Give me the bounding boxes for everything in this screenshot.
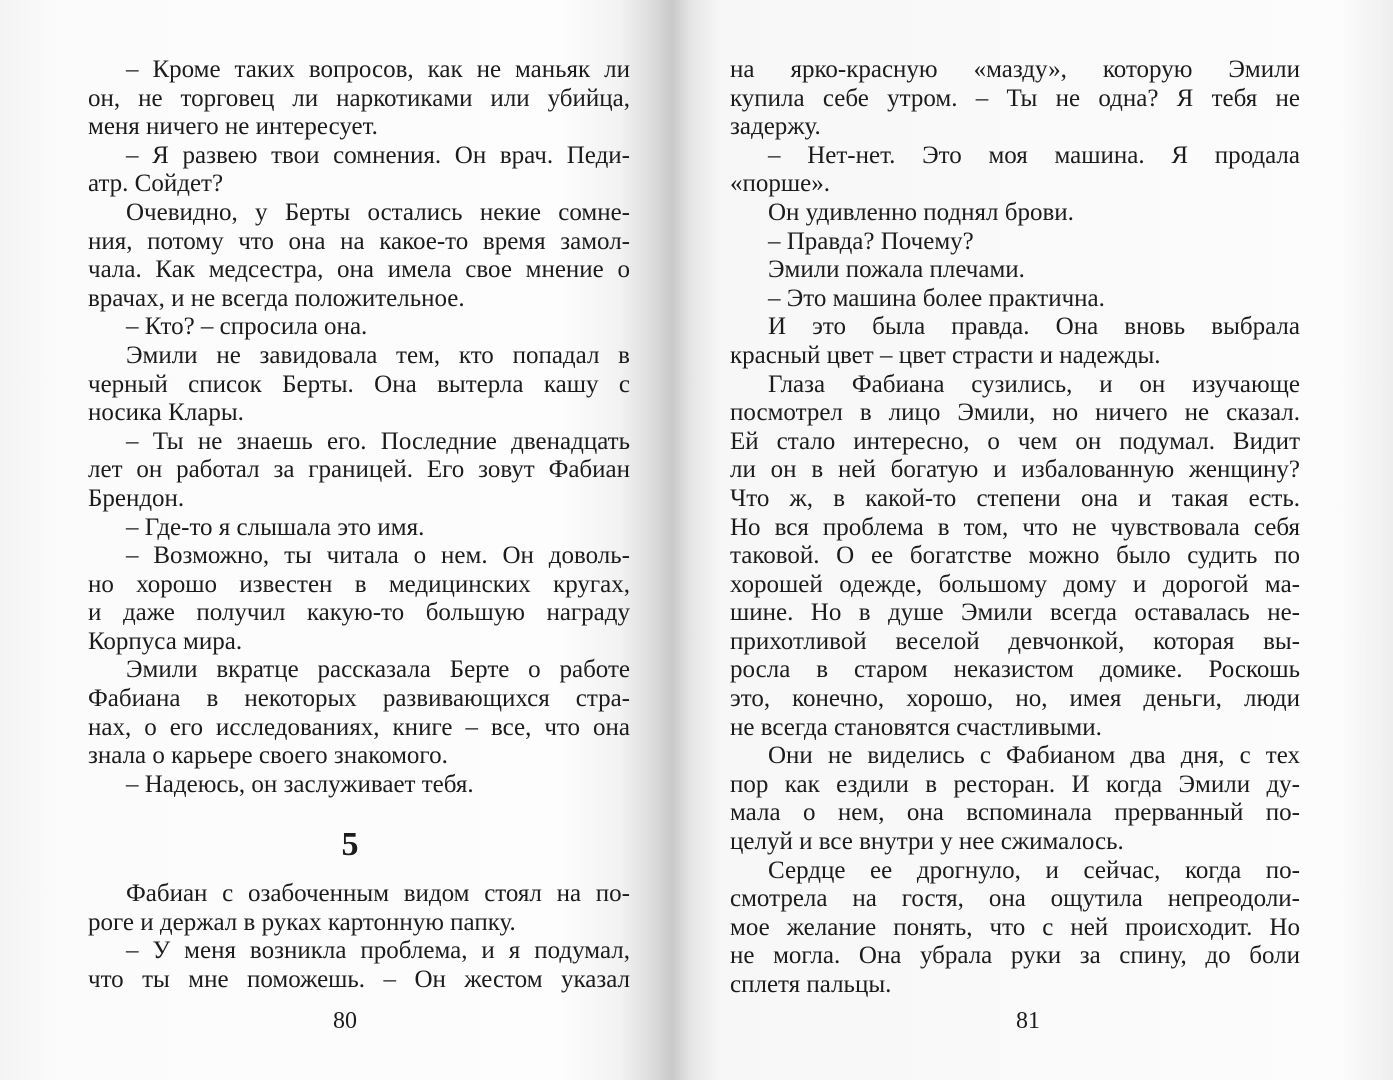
text-line: ния, потому что она на какое-то время замол-: [88, 227, 630, 255]
text-line: росла в старом неказистом домике. Роскошь: [730, 656, 1300, 684]
text-line: это, конечно, хорошо, но, имея деньги, люди: [730, 685, 1300, 713]
text-line: чала. Как медсестра, она имела свое мнение о: [88, 256, 630, 284]
text-line: ли он в ней богатую и избалованную женщину?: [730, 456, 1300, 484]
text-line: мое желание понять, что с ней происходит. Но: [730, 913, 1300, 941]
text-line: Сердце ее дрогнуло, и сейчас, когда по-: [768, 856, 1300, 884]
chapter-heading: 5: [341, 826, 359, 863]
text-line: врачах, и не всегда положительное.: [88, 284, 465, 312]
text-line: пор как ездили в ресторан. И когда Эмили ду-: [730, 770, 1300, 798]
text-line: роге и держал в руках картонную папку.: [88, 908, 516, 936]
text-line: на ярко-красную «мазду», которую Эмили: [730, 56, 1300, 83]
text-line: он, не торговец ли наркотиками или убийца,: [88, 84, 630, 112]
text-line: атр. Сойдет?: [88, 170, 224, 198]
text-line: меня ничего не интересует.: [88, 113, 378, 141]
text-line: Брендон.: [88, 484, 185, 512]
text-line: Фабиан с озабоченным видом стоял на по-: [126, 880, 630, 907]
text-line: смотрела на гостя, она ощутила непреодоли-: [730, 885, 1300, 913]
text-line: – Нет-нет. Это моя машина. Я продала: [768, 141, 1300, 169]
text-line: красный цвет – цвет страсти и надежды.: [730, 341, 1161, 369]
text-line: посмотрел в лицо Эмили, но ничего не сказал.: [730, 399, 1300, 427]
text-line: – Надеюсь, он заслуживает тебя.: [126, 770, 474, 798]
text-line: – Я развею твои сомнения. Он врач. Педи-: [126, 141, 630, 169]
text-line: Эмили вкратце рассказала Берте о работе: [126, 656, 630, 684]
left-page-text-after-chapter: [88, 880, 630, 994]
text-line: И это была правда. Она вновь выбрала: [768, 313, 1300, 341]
page-number-right: 81: [1016, 1008, 1040, 1034]
text-line: Фабиана в некоторых развивающихся стра-: [88, 685, 630, 713]
text-line: Эмили пожала плечами.: [768, 256, 1025, 284]
text-line: Но вся проблема в том, что не чувствовала себя: [730, 513, 1300, 541]
text-line: – Кто? – спросила она.: [126, 313, 368, 341]
text-line: – Возможно, ты читала о нем. Он доволь-: [126, 542, 630, 570]
text-line: – Правда? Почему?: [768, 227, 974, 255]
text-line: шине. Но в душе Эмили всегда оставалась не-: [730, 599, 1300, 627]
text-line: прихотливой веселой девчонкой, которая вы-: [730, 627, 1300, 655]
text-line: мала о нем, она вспоминала прерванный по-: [730, 799, 1300, 827]
text-line: Корпуса мира.: [88, 627, 243, 655]
text-line: – У меня возникла проблема, и я подумал,: [126, 937, 630, 965]
text-line: Эмили не завидовала тем, кто попадал в: [126, 341, 630, 369]
text-line: Ей стало интересно, о чем он подумал. Видит: [730, 427, 1300, 455]
text-line: Они не виделись с Фабианом два дня, с тех: [768, 742, 1300, 770]
text-line: Глаза Фабиана сузились, и он изучающе: [768, 370, 1300, 398]
text-line: что ты мне поможешь. – Он жестом указал: [88, 965, 630, 993]
page-number-left: 80: [333, 1008, 357, 1034]
text-line: – Это машина более практична.: [768, 284, 1105, 312]
text-line: нах, о его исследованиях, книге – все, что она: [88, 713, 630, 741]
text-line: таковой. О ее богатстве можно было судить по: [730, 542, 1300, 570]
text-line: – Ты не знаешь его. Последние двенадцать: [126, 427, 630, 455]
text-line: не всегда становятся счастливыми.: [730, 713, 1102, 741]
right-page-text: [730, 56, 1300, 1000]
text-line: черный список Берты. Она вытерла кашу с: [88, 370, 630, 398]
text-line: «порше».: [730, 170, 830, 198]
text-line: – Кроме таких вопросов, как не маньяк ли: [126, 56, 630, 83]
text-line: хорошей одежде, большому дому и дорогой ма-: [730, 570, 1300, 598]
left-page-text: [88, 56, 630, 799]
text-line: купила себе утром. – Ты не одна? Я тебя не: [730, 84, 1300, 112]
text-line: не могла. Она убрала руки за спину, до боли: [730, 942, 1300, 970]
text-line: задержу.: [730, 113, 821, 141]
text-line: Что ж, в какой-то степени она и такая есть.: [730, 484, 1300, 512]
text-line: носика Клары.: [88, 399, 244, 427]
text-line: знала о карьере своего знакомого.: [88, 742, 448, 770]
text-line: Очевидно, у Берты остались некие сомне-: [126, 198, 630, 226]
text-line: Он удивленно поднял брови.: [768, 198, 1074, 226]
text-line: лет он работал за границей. Его зовут Фабиан: [88, 456, 630, 484]
text-line: – Где-то я слышала это имя.: [126, 513, 425, 541]
text-line: и даже получил какую-то большую награду: [88, 599, 630, 627]
text-line: сплетя пальцы.: [730, 971, 892, 998]
text-line: но хорошо известен в медицинских кругах,: [88, 570, 630, 598]
text-line: целуй и все внутри у нее сжималось.: [730, 828, 1124, 856]
